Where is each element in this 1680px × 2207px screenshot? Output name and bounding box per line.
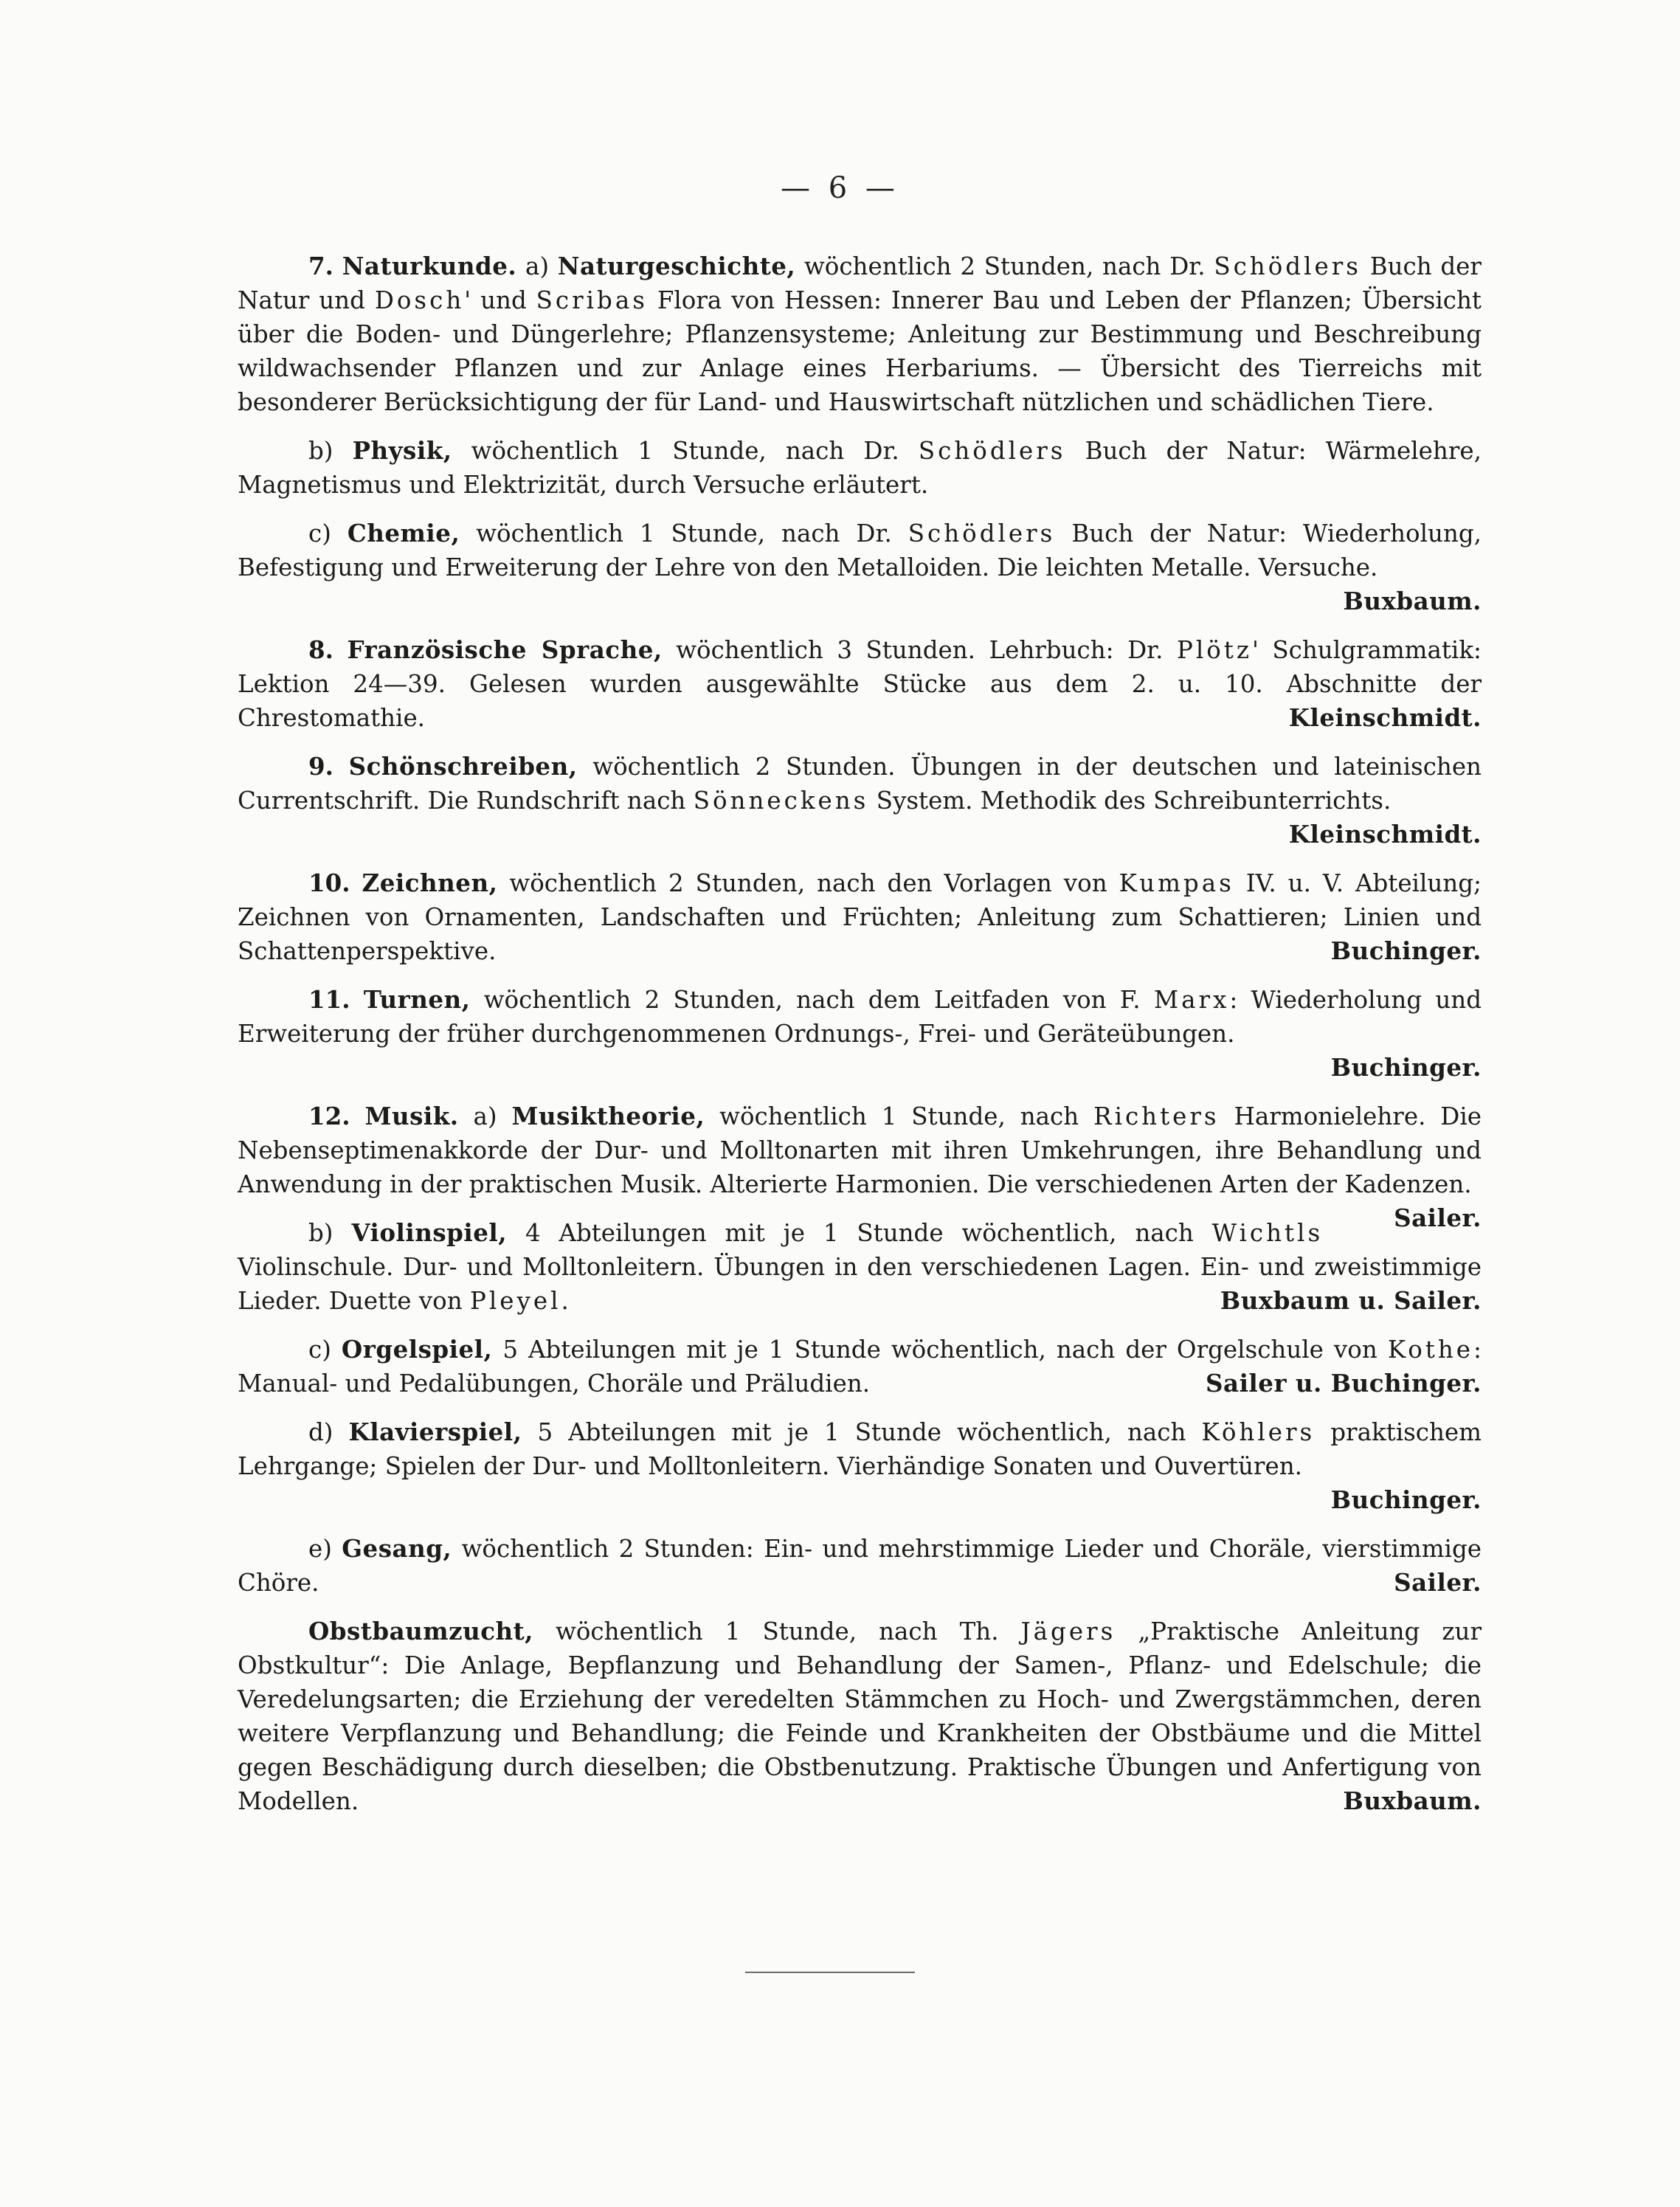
teacher-name: Buxbaum. <box>1343 587 1482 615</box>
subject-heading: Zeichnen, <box>362 868 498 897</box>
subject-heading: Gesang, <box>342 1534 452 1563</box>
section-zeichnen <box>238 866 1482 968</box>
body-text: Buch der Natur: Wärmelehre, Magnetismus und Elektrizität, durch Versuche erläutert. <box>238 437 1482 499</box>
section-franzoesisch <box>238 633 1482 735</box>
body-text: wöchentlich 2 Stunden, nach dem Leitfaden von F. <box>483 986 1141 1014</box>
body-text: praktischem Lehrgange; Spielen der Dur- und Molltonleitern. Vierhändige Sonaten und Ouvertüren. <box>238 1418 1482 1480</box>
subject-heading: Französische Sprache, <box>347 635 663 664</box>
subject-heading: Orgelspiel, <box>341 1335 493 1364</box>
sub-label: b) <box>308 437 333 465</box>
subject-heading: Physik, <box>352 436 452 465</box>
section-chemie <box>238 517 1482 618</box>
teacher-name: Sailer. <box>1394 1568 1482 1597</box>
section-obstbaumzucht <box>238 1614 1482 1818</box>
author-name: Sönneckens <box>693 787 869 815</box>
teacher-name: Buchinger. <box>1330 1485 1482 1514</box>
section-gesang <box>238 1532 1482 1600</box>
body-text: wöchentlich 1 Stunde, nach <box>719 1102 1079 1130</box>
body-text: System. Methodik des Schreibunterrichts. <box>876 787 1392 815</box>
author-name: Plötz <box>1176 636 1252 664</box>
author-name: Kumpas <box>1119 869 1234 897</box>
section-number: 9. <box>308 752 333 781</box>
body-text: 5 Abteilungen mit je 1 Stunde wöchentlich, nach <box>537 1418 1186 1446</box>
author-name: Marx <box>1153 986 1230 1014</box>
author-name: Scribas <box>536 286 648 314</box>
subject-heading: Turnen, <box>363 985 471 1014</box>
sub-label: c) <box>308 519 331 548</box>
section-physik <box>238 434 1482 502</box>
body-text: wöchentlich 1 Stunde, nach Dr. <box>471 437 899 465</box>
paragraph-orgelspiel <box>238 1333 1482 1400</box>
section-number: 8. <box>308 635 333 664</box>
paragraph-klavierspiel <box>238 1415 1482 1483</box>
paragraph-obstbaumzucht <box>238 1614 1482 1818</box>
paragraph-naturgeschichte <box>238 249 1482 419</box>
subject-heading: Obstbaumzucht, <box>308 1617 533 1645</box>
sub-label: b) <box>308 1219 333 1247</box>
author-name: Pleyel <box>469 1287 561 1315</box>
body-text: ' und <box>464 286 527 314</box>
section-klavierspiel <box>238 1415 1482 1517</box>
teacher-name: Buxbaum. <box>1343 1786 1482 1815</box>
paragraph-musiktheorie <box>238 1099 1482 1232</box>
section-number: 7. <box>308 252 333 280</box>
teacher-name: Buchinger. <box>1330 936 1482 965</box>
body-text: wöchentlich 1 Stunde, nach Dr. <box>476 519 892 548</box>
sub-heading: Naturgeschichte, <box>557 252 796 280</box>
teacher-name: Buchinger. <box>1330 1053 1482 1082</box>
author-name: Wichtls <box>1211 1219 1324 1247</box>
body-text: 4 Abteilungen mit je 1 Stunde wöchentlich, nach <box>525 1219 1194 1247</box>
section-turnen <box>238 983 1482 1085</box>
author-name: Köhlers <box>1201 1418 1316 1446</box>
section-schoenschreiben <box>238 750 1482 852</box>
page-body <box>238 249 1482 1833</box>
author-name: Schödlers <box>908 519 1056 548</box>
author-name: Dosch <box>374 286 465 314</box>
body-text: Flora von Hessen: Innerer Bau und Leben der Pflanzen; Übersicht über die Boden- und Düngerlehre; Pflanzensysteme; Anleitung zur Bestimmung und Beschreibung wildwachsender Pflanzen und zur Anlage eines Herbariums. — Übersicht des Tierreichs mit besonderer Berücksichtigung der für Land- und Hauswirtschaft nützlichen und schädlichen Tiere. <box>238 286 1482 416</box>
sub-label: e) <box>308 1535 332 1563</box>
author-name: Jägers <box>1020 1617 1116 1645</box>
body-text: ' Schulgrammatik: Lektion 24—39. Gelesen wurden ausgewählte Stücke aus dem 2. u. 10. Abschnitte der Chrestomathie. <box>238 636 1482 732</box>
subject-heading: Naturkunde. <box>342 252 517 280</box>
teacher-name: Kleinschmidt. <box>1288 820 1482 849</box>
section-number: 11. <box>308 985 350 1014</box>
section-orgelspiel <box>238 1333 1482 1400</box>
section-musik <box>238 1099 1482 1232</box>
closing-rule <box>745 1972 915 1973</box>
author-name: Kothe <box>1387 1336 1474 1364</box>
subject-heading: Klavierspiel, <box>348 1417 522 1446</box>
paragraph-physik <box>238 434 1482 502</box>
paragraph-chemie <box>238 517 1482 584</box>
sub-label: a) <box>473 1102 497 1130</box>
section-number: 10. <box>308 868 350 897</box>
paragraph-franzoesisch <box>238 633 1482 735</box>
teacher-name: Kleinschmidt. <box>1288 703 1482 732</box>
subject-heading: Chemie, <box>347 519 460 548</box>
teacher-name: Sailer. <box>1394 1203 1482 1232</box>
body-text: Buch der Natur und <box>238 252 1482 314</box>
paragraph-violinspiel <box>238 1216 1482 1318</box>
sub-heading: Musiktheorie, <box>511 1102 705 1130</box>
author-name: Schödlers <box>1214 252 1361 280</box>
body-text: IV. u. V. Abteilung; Zeichnen von Ornamenten, Landschaften und Früchten; Anleitung zum Schattieren; Linien und Schattenperspektive. <box>238 869 1482 965</box>
body-text: wöchentlich 3 Stunden. Lehrbuch: Dr. <box>676 636 1164 664</box>
body-text: Violinschule. Dur- und Molltonleitern. Übungen in den verschiedenen Lagen. Ein- und zweistimmige Lieder. Duette von <box>238 1253 1482 1315</box>
teacher-name: Buxbaum u. Sailer. <box>1220 1286 1482 1315</box>
sub-label: d) <box>308 1418 333 1446</box>
body-text: wöchentlich 1 Stunde, nach Th. <box>556 1617 999 1645</box>
body-text: wöchentlich 2 Stunden: Ein- und mehrstimmige Lieder und Choräle, vierstimmige Chöre. <box>238 1535 1482 1597</box>
body-text: wöchentlich 2 Stunden. Übungen in der deutschen und lateinischen Currentschrift. Die Rundschrift nach <box>238 753 1482 815</box>
section-violinspiel <box>238 1216 1482 1318</box>
body-text: „Praktische Anleitung zur Obstkultur“: Die Anlage, Bepflanzung und Behandlung der Samen-, Pflanz- und Edelschule; die Veredelungsarten; die Erziehung der veredelten Stämmchen zu Hoch- und Zwergstämmchen, deren weitere Verpflanzung und Behandlung; die Feinde und Krankheiten der Obstbäume und die Mittel gegen Beschädigung durch dieselben; die Obstbenutzung. Praktische Übungen und Anfertigung von Modellen. <box>238 1617 1482 1815</box>
teacher-name: Sailer u. Buchinger. <box>1206 1369 1482 1398</box>
body-text: : Wiederholung und Erweiterung der früher durchgenommenen Ordnungs-, Frei- und Geräteübungen. <box>238 986 1482 1048</box>
section-number: 12. <box>308 1102 350 1130</box>
subject-heading: Violinspiel, <box>351 1218 508 1247</box>
body-text: Harmonielehre. Die Nebenseptimenakkorde der Dur- und Molltonarten mit ihren Umkehrungen, ihre Behandlung und Anwendung in der praktischen Musik. Alterierte Harmonien. Die verschiedenen Arten der Kadenzen. <box>238 1102 1482 1198</box>
section-naturkunde <box>238 249 1482 419</box>
paragraph-turnen <box>238 983 1482 1051</box>
author-name: Richters <box>1093 1102 1220 1130</box>
body-text: . <box>561 1287 569 1315</box>
body-text: wöchentlich 2 Stunden, nach den Vorlagen von <box>509 869 1107 897</box>
body-text: Buch der Natur: Wiederholung, Befestigung und Erweiterung der Lehre von den Metalloiden. Die leichten Metalle. Versuche. <box>238 519 1482 581</box>
subject-heading: Schönschreiben, <box>348 752 578 781</box>
paragraph-gesang <box>238 1532 1482 1600</box>
author-name: Schödlers <box>918 437 1066 465</box>
paragraph-zeichnen <box>238 866 1482 968</box>
page-number: — 6 — <box>781 171 899 205</box>
body-text: 5 Abteilungen mit je 1 Stunde wöchentlich, nach der Orgelschule von <box>502 1336 1377 1364</box>
sub-label: c) <box>308 1336 331 1364</box>
subject-heading: Musik. <box>364 1102 459 1130</box>
paragraph-schoenschreiben <box>238 750 1482 818</box>
body-text: : Manual- und Pedalübungen, Choräle und Präludien. <box>238 1336 1482 1398</box>
body-text: wöchentlich 2 Stunden, nach Dr. <box>803 252 1206 280</box>
sub-label: a) <box>525 252 550 280</box>
